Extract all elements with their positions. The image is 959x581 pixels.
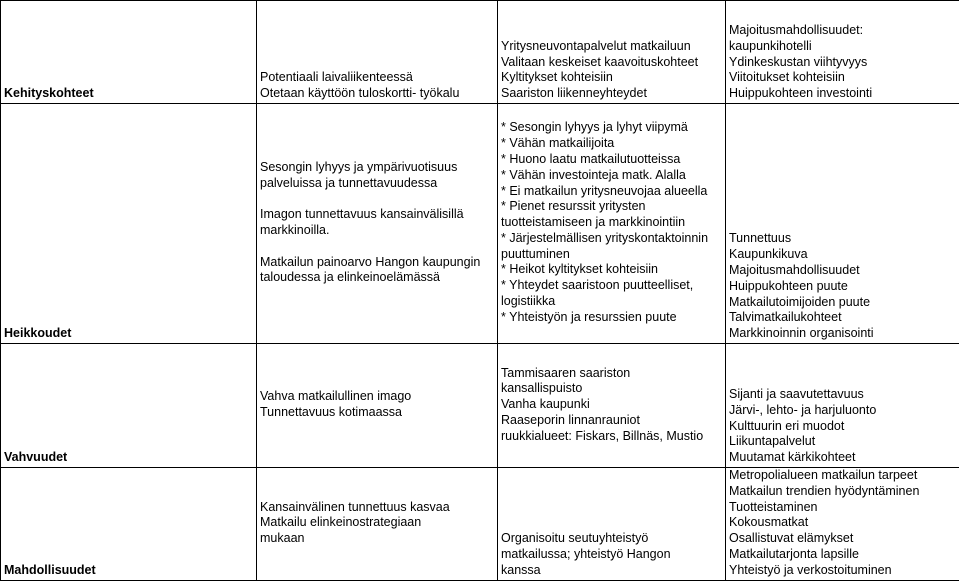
table-cell: Tammisaaren saariston kansallispuisto Vanha kaupunki Raaseporin linnanrauniot ruukkialueet: Fiskars, Billnäs, Mustio xyxy=(498,344,726,468)
row-label: Mahdollisuudet xyxy=(1,468,257,581)
table-row-vahvuudet xyxy=(1,344,959,468)
table-row-kehityskohteet xyxy=(1,1,959,104)
table-cell: Majoitusmahdollisuudet: kaupunkihotelli Ydinkeskustan viihtyvyys Viitoitukset kohteisiin Huippukohteen investointi xyxy=(726,1,959,104)
row-label: Vahvuudet xyxy=(1,344,257,468)
table-cell: Kansainvälinen tunnettuus kasvaa Matkailu elinkeinostrategiaan mukaan xyxy=(257,468,498,581)
table-cell: Sijanti ja saavutettavuus Järvi-, lehto- ja harjuluonto Kulttuurin eri muodot Liikuntapalvelut Muutamat kärkikohteet xyxy=(726,344,959,468)
table-cell: Sesongin lyhyys ja ympärivuotisuus palveluissa ja tunnettavuudessa Imagon tunnettavuus kansainvälisillä markkinoilla. Matkailun painoarvo Hangon kaupungin taloudessa ja elinkeinoelämässä xyxy=(257,104,498,344)
table-cell: Organisoitu seutuyhteistyö matkailussa; yhteistyö Hangon kanssa xyxy=(498,468,726,581)
row-label: Kehityskohteet xyxy=(1,1,257,104)
table-row-mahdollisuudet xyxy=(1,468,959,581)
table-cell: Potentiaali laivaliikenteessä Otetaan käyttöön tuloskortti- työkalu xyxy=(257,1,498,104)
table-cell: Metropolialueen matkailun tarpeet Matkailun trendien hyödyntäminen Tuotteistaminen Kokousmatkat Osallistuvat elämykset Matkailutarjonta lapsille Yhteistyö ja verkostoituminen xyxy=(726,468,959,581)
table-cell: Tunnettuus Kaupunkikuva Majoitusmahdollisuudet Huippukohteen puute Matkailutoimijoiden puute Talvimatkailukohteet Markkinoinnin organisointi xyxy=(726,104,959,344)
row-label: Heikkoudet xyxy=(1,104,257,344)
table-cell: Vahva matkailullinen imago Tunnettavuus kotimaassa xyxy=(257,344,498,468)
table-row-heikkoudet xyxy=(1,104,959,344)
table-cell: Yritysneuvontapalvelut matkailuun Valitaan keskeiset kaavoituskohteet Kyltitykset kohteisiin Saariston liikenneyhteydet xyxy=(498,1,726,104)
table-cell: * Sesongin lyhyys ja lyhyt viipymä * Vähän matkailijoita * Huono laatu matkailutuotteissa * Vähän investointeja matk. Alalla * Ei matkailun yritysneuvojaa alueella * Pienet resurssit yritysten tuotteistamiseen ja markkinointiin * Järjestelmällisen yrityskontaktoinnin puuttuminen * Heikot kyltitykset kohteisiin * Yhteydet saaristoon puutteelliset, logistiikka * Yhteistyön ja resurssien puute xyxy=(498,104,726,344)
